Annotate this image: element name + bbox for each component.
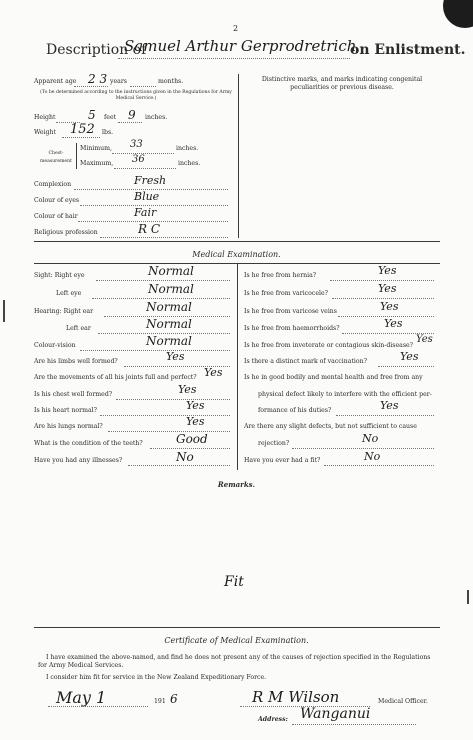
hair-value: Fair <box>134 206 157 219</box>
address-label: Address: <box>258 716 288 723</box>
address-line <box>292 724 416 725</box>
certificate-date: May 1 <box>56 688 107 707</box>
complexion-value: Fresh <box>134 174 167 187</box>
weight-label: Weight <box>34 129 56 136</box>
inches-label: inches. <box>145 114 168 121</box>
varicose-label: Is he free from varicose veins <box>244 308 337 315</box>
edge-mark <box>3 300 5 322</box>
medical-top-rule <box>34 241 440 242</box>
answer-line <box>292 448 434 449</box>
age-note: (To be determined according to the instructions given in the Regulations for Army Medical Service.) <box>40 90 232 101</box>
teeth-answer: Good <box>176 432 208 446</box>
religion-label: Religious profession <box>34 229 98 236</box>
address-value: Wanganui <box>300 706 371 722</box>
answer-line <box>336 415 434 416</box>
chest-formed-label: Is his chest well formed? <box>34 391 113 398</box>
years-label: years <box>110 78 127 85</box>
colour-vision-label: Colour-vision <box>34 342 76 349</box>
height-feet-value: 5 <box>88 108 96 122</box>
eyes-value: Blue <box>134 190 160 203</box>
dark-corner <box>443 0 473 28</box>
height-inches-value: 9 <box>128 108 136 122</box>
answer-line <box>108 431 230 432</box>
hernia-label: Is he free from hernia? <box>244 272 317 279</box>
chest-max-value: 36 <box>132 154 145 165</box>
answer-line <box>80 350 230 351</box>
chest-min-unit: inches. <box>176 145 199 152</box>
title-suffix: on Enlistment. <box>350 42 466 58</box>
chest-max-unit: inches. <box>178 160 201 167</box>
fit-question-answer: No <box>364 450 381 463</box>
haemorrhoids-label: Is he free from haemorrhoids? <box>244 325 340 332</box>
hearing-left-label: Left ear <box>66 325 91 332</box>
joints-label: Are the movements of all his joints full and perfect? <box>34 374 197 381</box>
chest-max-line <box>114 168 176 169</box>
colour-vision-answer: Normal <box>146 334 192 348</box>
answer-line <box>128 465 230 466</box>
age-months-line <box>130 86 156 87</box>
fit-question-label: Have you ever had a fit? <box>244 457 321 464</box>
answer-line <box>116 399 230 400</box>
answer-line <box>330 280 434 281</box>
certificate-text-2: I consider him fit for service in the New Zealand Expeditionary Force. <box>46 674 267 681</box>
apparent-age-label: Apparent age <box>34 78 77 85</box>
heart-answer: Yes <box>186 399 205 412</box>
year-value: 6 <box>170 692 178 706</box>
lungs-label: Are his lungs normal? <box>34 423 103 430</box>
medical-divider <box>237 264 238 470</box>
apparent-age-years-value: 2 3 <box>88 72 108 86</box>
heart-label: Is his heart normal? <box>34 407 97 414</box>
age-years-line <box>74 86 108 87</box>
weight-unit: lbs. <box>102 129 114 136</box>
months-label: months. <box>158 78 184 85</box>
health-label-line1: Is he in good bodily and mental health and free from any <box>244 374 423 381</box>
answer-line <box>100 415 230 416</box>
hearing-right-answer: Normal <box>146 300 192 314</box>
defects-label-line1: Are there any slight defects, but not sufficient to cause <box>244 423 417 430</box>
weight-line <box>62 137 100 138</box>
officer-signature: R M Wilson <box>252 688 340 706</box>
chest-min-label: Minimum, <box>80 145 112 152</box>
answer-line <box>324 465 434 466</box>
defects-label-line2: rejection? <box>258 440 290 447</box>
health-label-line2: physical defect likely to interfere with the efficient per- <box>258 391 432 398</box>
title-prefix: Description of <box>46 42 147 58</box>
officer-label: Medical Officer. <box>378 698 428 705</box>
sight-left-answer: Normal <box>148 282 194 296</box>
varicocele-answer: Yes <box>378 282 397 295</box>
title-name: Samuel Arthur Gerprodretrich <box>124 37 357 55</box>
vaccination-answer: Yes <box>400 350 419 363</box>
answer-line <box>332 298 434 299</box>
varicocele-label: Is he free from varicocele? <box>244 290 328 297</box>
answer-line <box>150 448 230 449</box>
date-line <box>48 706 148 707</box>
feet-label: feet <box>104 114 117 121</box>
skin-disease-label: Is he free from inveterate or contagious skin-disease? <box>244 342 413 349</box>
sight-right-label: Sight: Right eye <box>34 272 85 279</box>
chest-label: Chest-measurement <box>40 151 72 164</box>
answer-line <box>96 280 230 281</box>
health-label-line3: formance of his duties? <box>258 407 332 414</box>
edge-mark <box>467 590 469 604</box>
lungs-answer: Yes <box>186 415 205 428</box>
limbs-label: Are his limbs well formed? <box>34 358 118 365</box>
joints-answer: Yes <box>204 366 223 379</box>
hernia-answer: Yes <box>378 264 397 277</box>
answer-line <box>378 366 434 367</box>
chest-max-label: Maximum, <box>80 160 114 167</box>
religion-line <box>100 237 228 238</box>
complexion-label: Complexion <box>34 181 72 188</box>
chest-min-value: 33 <box>130 139 143 150</box>
remarks-heading: Remarks. <box>217 480 256 489</box>
religion-value: R C <box>138 222 161 236</box>
section-divider <box>238 74 239 238</box>
teeth-label: What is the condition of the teeth? <box>34 440 143 447</box>
medical-heading: Medical Examination. <box>192 250 281 259</box>
height-label: Height <box>34 114 56 121</box>
certificate-text-1: I have examined the above-named, and find he does not present any of the causes of rejection specified in the Regulations for Army Medical Services. <box>38 654 431 669</box>
weight-value: 152 <box>70 122 95 137</box>
answer-line <box>92 298 230 299</box>
distinctive-marks-heading: Distinctive marks, and marks indicating congenital peculiarities or previous disease. <box>261 76 423 91</box>
defects-answer: No <box>362 432 379 445</box>
hair-label: Colour of hair <box>34 213 78 220</box>
eyes-label: Colour of eyes <box>34 197 80 204</box>
health-answer: Yes <box>380 399 399 412</box>
varicose-answer: Yes <box>380 300 399 313</box>
remarks-mark: Fit <box>224 574 244 590</box>
page-number: 2 <box>233 24 239 33</box>
year-prefix: 191 <box>154 698 166 705</box>
sight-left-label: Left eye <box>56 290 82 297</box>
certificate-heading: Certificate of Medical Examination. <box>164 636 309 645</box>
skin-disease-answer: Yes <box>416 334 433 345</box>
hearing-right-label: Hearing: Right ear <box>34 308 94 315</box>
illnesses-label: Have you had any illnesses? <box>34 457 123 464</box>
limbs-answer: Yes <box>166 350 185 363</box>
height-inches-line <box>118 122 142 123</box>
certificate-rule <box>34 627 440 628</box>
chest-formed-answer: Yes <box>178 383 197 396</box>
illnesses-answer: No <box>176 450 194 464</box>
vaccination-label: Is there a distinct mark of vaccination? <box>244 358 367 365</box>
haemorrhoids-answer: Yes <box>384 317 403 330</box>
title-line <box>118 58 350 59</box>
hearing-left-answer: Normal <box>146 317 192 331</box>
sight-right-answer: Normal <box>148 264 194 278</box>
chest-brace <box>76 143 77 169</box>
